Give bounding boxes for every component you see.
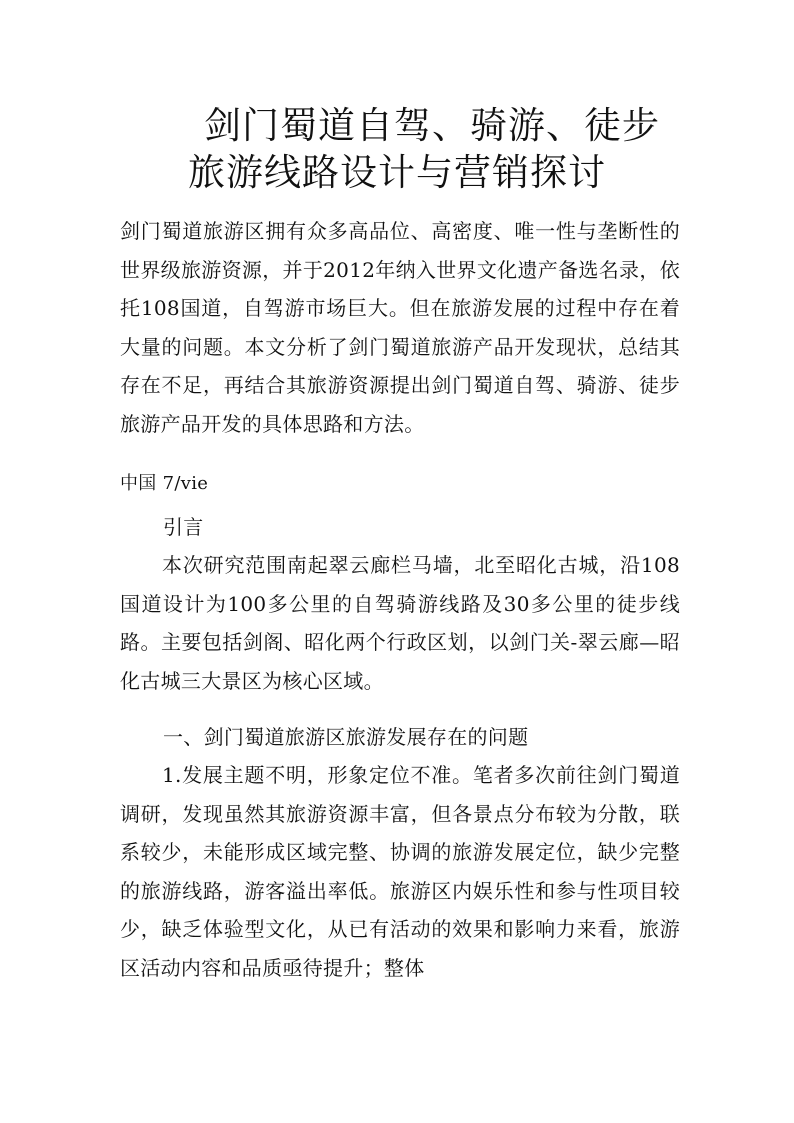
abstract-paragraph: 剑门蜀道旅游区拥有众多高品位、高密度、唯一性与垄断性的世界级旅游资源，并于2012年纳入世界文化遗产备选名录，依托108国道，自驾游市场巨大。但在旅游发展的过程中存在着大量的问题。本文分析了剑门蜀道旅游产品开发现状，总结其存在不足，再结合其旅游资源提出剑门蜀道自驾、骑游、徒步旅游产品开发的具体思路和方法。 bbox=[120, 219, 680, 436]
intro-heading: 引言 bbox=[163, 515, 204, 539]
title-line-2: 旅游线路设计与营销探讨 bbox=[188, 151, 606, 194]
keywords-line: 中国 7/vie bbox=[120, 473, 209, 494]
section-1-paragraph: 1.发展主题不明，形象定位不准。笔者多次前往剑门蜀道调研，发现虽然其旅游资源丰富，但各景点分布较为分散，联系较少，未能形成区域完整、协调的旅游发展定位，缺少完整的旅游线路，游客溢出率低。旅游区内娱乐性和参与性项目较少，缺乏体验型文化，从已有活动的效果和影响力来看，旅游区活动内容和品质亟待提升；整体 bbox=[120, 763, 680, 980]
title-line-1: 剑门蜀道自驾、骑游、徒步 bbox=[204, 104, 660, 147]
section-1-heading: 一、剑门蜀道旅游区旅游发展存在的问题 bbox=[163, 725, 529, 749]
intro-paragraph: 本次研究范围南起翠云廊栏马墙，北至昭化古城，沿108国道设计为100多公里的自驾骑游线路及30多公里的徒步线路。主要包括剑阁、昭化两个行政区划，以剑门关-翠云廊—昭化古城三大景区为核心区域。 bbox=[120, 553, 680, 693]
